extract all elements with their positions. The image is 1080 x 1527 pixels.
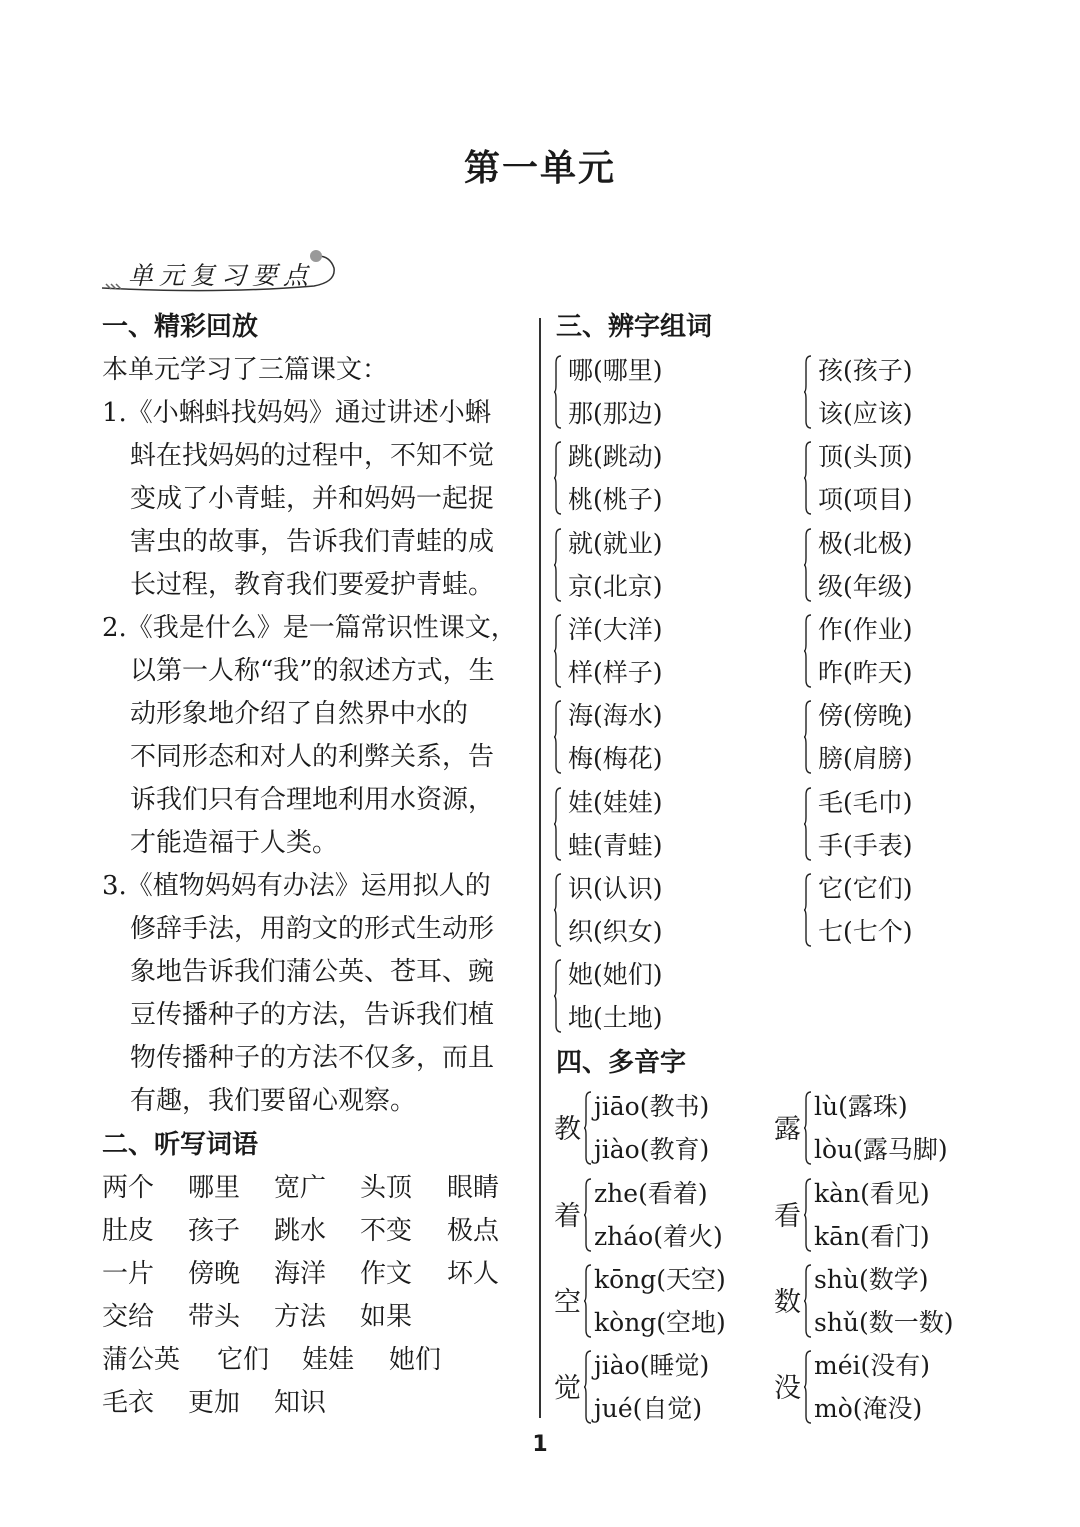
pinyin-reading: jué(自觉): [594, 1394, 703, 1424]
paragraph-line: 修辞手法，用韵文的形式生动形: [130, 914, 495, 944]
dictation-word: 它们: [217, 1345, 270, 1375]
char-word-item: 跳(跳动): [568, 442, 663, 472]
paragraph-line: 动形象地介绍了自然界中水的: [130, 699, 469, 729]
brace-icon: [804, 787, 812, 861]
dictation-word: 坏人: [447, 1259, 500, 1289]
dictation-word: 带头: [188, 1302, 241, 1332]
dictation-word: 头顶: [360, 1173, 413, 1203]
paragraph-line: 才能造福于人类。: [130, 828, 339, 858]
paragraph-line: 长过程，教育我们要爱护青蛙。: [130, 570, 495, 600]
dictation-word: 孩子: [188, 1216, 241, 1246]
dictation-word: 如果: [360, 1302, 413, 1332]
char-word-item: 织(织女): [568, 916, 663, 946]
paragraph-line: 豆传播种子的方法，告诉我们植: [130, 1000, 495, 1030]
paragraph-line: 本单元学习了三篇课文：: [102, 355, 389, 385]
brace-icon: [804, 1091, 812, 1165]
paragraph-line: 1.《小蝌蚪找妈妈》通过讲述小蝌: [102, 398, 491, 428]
char-word-item: 就(就业): [568, 528, 663, 558]
left-column: [102, 305, 532, 1425]
paragraph-line: 物传播种子的方法不仅多，而且: [130, 1043, 495, 1073]
dictation-word: 海洋: [274, 1259, 327, 1289]
section-heading: 四、多音字: [556, 1048, 687, 1079]
dictation-word: 交给: [102, 1302, 155, 1332]
brace-icon: [804, 1350, 812, 1424]
pinyin-reading: shǔ(数一数): [814, 1308, 954, 1337]
dictation-word: 知识: [274, 1388, 327, 1418]
polyphone-char: 着: [554, 1200, 581, 1232]
review-label: 单元复习要点: [128, 261, 315, 290]
brace-icon: [584, 1264, 592, 1338]
brace-icon: [554, 441, 562, 515]
dictation-word: 宽广: [274, 1173, 327, 1203]
char-word-item: 极(北极): [818, 528, 913, 558]
section-heading: 二、听写词语: [102, 1130, 259, 1160]
char-word-item: 七(七个): [818, 916, 913, 946]
char-word-item: 毛(毛巾): [818, 787, 913, 817]
pinyin-reading: jiào(教育): [594, 1135, 710, 1165]
char-word-item: 手(手表): [818, 830, 913, 860]
paragraph-line: 以第一人称“我”的叙述方式，生: [130, 656, 495, 686]
char-word-item: 桃(桃子): [568, 485, 663, 515]
char-word-item: 梅(梅花): [568, 744, 663, 774]
char-word-item: 洋(大洋): [568, 614, 663, 644]
char-word-item: 她(她们): [568, 960, 663, 990]
char-word-item: 京(北京): [568, 571, 663, 601]
brace-icon: [804, 1264, 812, 1338]
brace-icon: [554, 959, 562, 1033]
char-word-item: 它(它们): [818, 873, 913, 903]
pinyin-reading: lòu(露马脚): [814, 1135, 948, 1165]
pinyin-reading: kōng(天空): [594, 1265, 726, 1294]
dictation-word: 一片: [102, 1259, 155, 1289]
polyphone-char: 没: [774, 1373, 801, 1405]
char-word-item: 傍(傍晚): [818, 701, 913, 731]
brace-icon: [584, 1178, 592, 1252]
dictation-word: 更加: [188, 1388, 241, 1418]
review-points-banner: [100, 248, 340, 296]
char-word-item: 昨(昨天): [818, 657, 913, 687]
pinyin-reading: kòng(空地): [594, 1308, 726, 1337]
pinyin-reading: jiào(睡觉): [594, 1351, 710, 1381]
dictation-word: 哪里: [188, 1173, 241, 1203]
brace-icon: [804, 1178, 812, 1252]
brace-icon: [584, 1350, 592, 1424]
brace-icon: [554, 700, 562, 774]
paragraph-line: 2.《我是什么》是一篇常识性课文，: [102, 613, 517, 643]
brace-icon: [804, 614, 812, 688]
char-word-item: 地(土地): [568, 1003, 663, 1033]
dictation-word: 两个: [102, 1173, 155, 1203]
right-column: [554, 305, 1016, 1424]
brace-icon: [804, 528, 812, 602]
polyphone-char: 看: [774, 1200, 801, 1232]
page-number: 1: [532, 1432, 548, 1457]
dictation-word: 肚皮: [102, 1216, 155, 1246]
char-word-item: 项(项目): [818, 485, 913, 515]
pinyin-reading: mò(淹没): [814, 1394, 923, 1424]
brace-icon: [584, 1091, 592, 1165]
dictation-word: 跳水: [274, 1216, 327, 1246]
brace-icon: [554, 873, 562, 947]
dictation-word: 眼睛: [447, 1173, 500, 1203]
paragraph-line: 害虫的故事，告诉我们青蛙的成: [130, 527, 495, 557]
page-title: 第一单元: [463, 148, 616, 189]
polyphone-char: 露: [774, 1114, 801, 1146]
paragraph-line: 不同形态和对人的利弊关系，告: [130, 742, 495, 772]
dictation-word: 傍晚: [188, 1259, 241, 1289]
char-word-item: 样(样子): [568, 657, 663, 687]
paragraph-line: 象地告诉我们蒲公英、苍耳、豌: [130, 957, 495, 987]
pinyin-reading: méi(没有): [814, 1351, 931, 1381]
dictation-word: 蒲公英: [102, 1345, 181, 1375]
brace-icon: [804, 873, 812, 947]
paragraph-line: 有趣，我们要留心观察。: [130, 1086, 417, 1116]
dictation-word-grid: [102, 1167, 532, 1425]
dictation-word: 毛衣: [102, 1388, 155, 1418]
dictation-word: 极点: [447, 1216, 500, 1246]
char-word-item: 作(作业): [818, 614, 913, 644]
pinyin-reading: jiāo(教书): [594, 1092, 710, 1122]
char-word-item: 顶(头顶): [818, 442, 913, 472]
dictation-word: 方法: [274, 1302, 327, 1332]
dictation-word: 她们: [389, 1345, 442, 1375]
dictation-word: 作文: [360, 1259, 413, 1289]
char-word-item: 识(认识): [568, 873, 663, 903]
paragraph-line: 3.《植物妈妈有办法》运用拟人的: [102, 871, 491, 901]
dictation-word: 娃娃: [302, 1345, 355, 1375]
char-word-item: 膀(肩膀): [818, 744, 913, 774]
brace-icon: [554, 614, 562, 688]
char-word-item: 娃(娃娃): [568, 787, 663, 817]
brace-icon: [804, 355, 812, 429]
char-word-item: 级(年级): [818, 571, 913, 601]
brace-icon: [554, 787, 562, 861]
brace-icon: [554, 528, 562, 602]
paragraph-line: 诉我们只有合理地利用水资源，: [130, 785, 495, 815]
polyphone-char: 空: [554, 1287, 581, 1318]
brace-icon: [804, 441, 812, 515]
pinyin-reading: kàn(看见): [814, 1178, 930, 1208]
pinyin-reading: zháo(着火): [594, 1221, 723, 1251]
char-word-item: 那(那边): [568, 399, 663, 428]
section-heading: 一、精彩回放: [102, 312, 259, 342]
char-word-item: 蛙(青蛙): [568, 830, 663, 860]
char-word-item: 该(应该): [818, 399, 913, 428]
polyphone-char: 教: [554, 1114, 581, 1146]
polyphone-char: 觉: [554, 1373, 581, 1405]
brace-icon: [554, 355, 562, 429]
char-word-item: 孩(孩子): [818, 356, 913, 385]
dictation-word: 不变: [360, 1216, 413, 1246]
pinyin-reading: kān(看门): [814, 1221, 930, 1251]
section-heading: 三、辨字组词: [556, 312, 713, 342]
column-divider: [539, 318, 541, 1418]
paragraph-line: 变成了小青蛙，并和妈妈一起捉: [130, 484, 495, 514]
pinyin-reading: lù(露珠): [814, 1092, 908, 1122]
paragraph-line: 蚪在找妈妈的过程中，不知不觉: [130, 441, 495, 471]
pinyin-reading: shù(数学): [814, 1265, 929, 1294]
char-word-item: 海(海水): [568, 701, 663, 731]
polyphone-char: 数: [774, 1287, 801, 1318]
brace-icon: [804, 700, 812, 774]
pinyin-reading: zhe(看着): [594, 1178, 708, 1208]
char-word-item: 哪(哪里): [568, 356, 663, 385]
